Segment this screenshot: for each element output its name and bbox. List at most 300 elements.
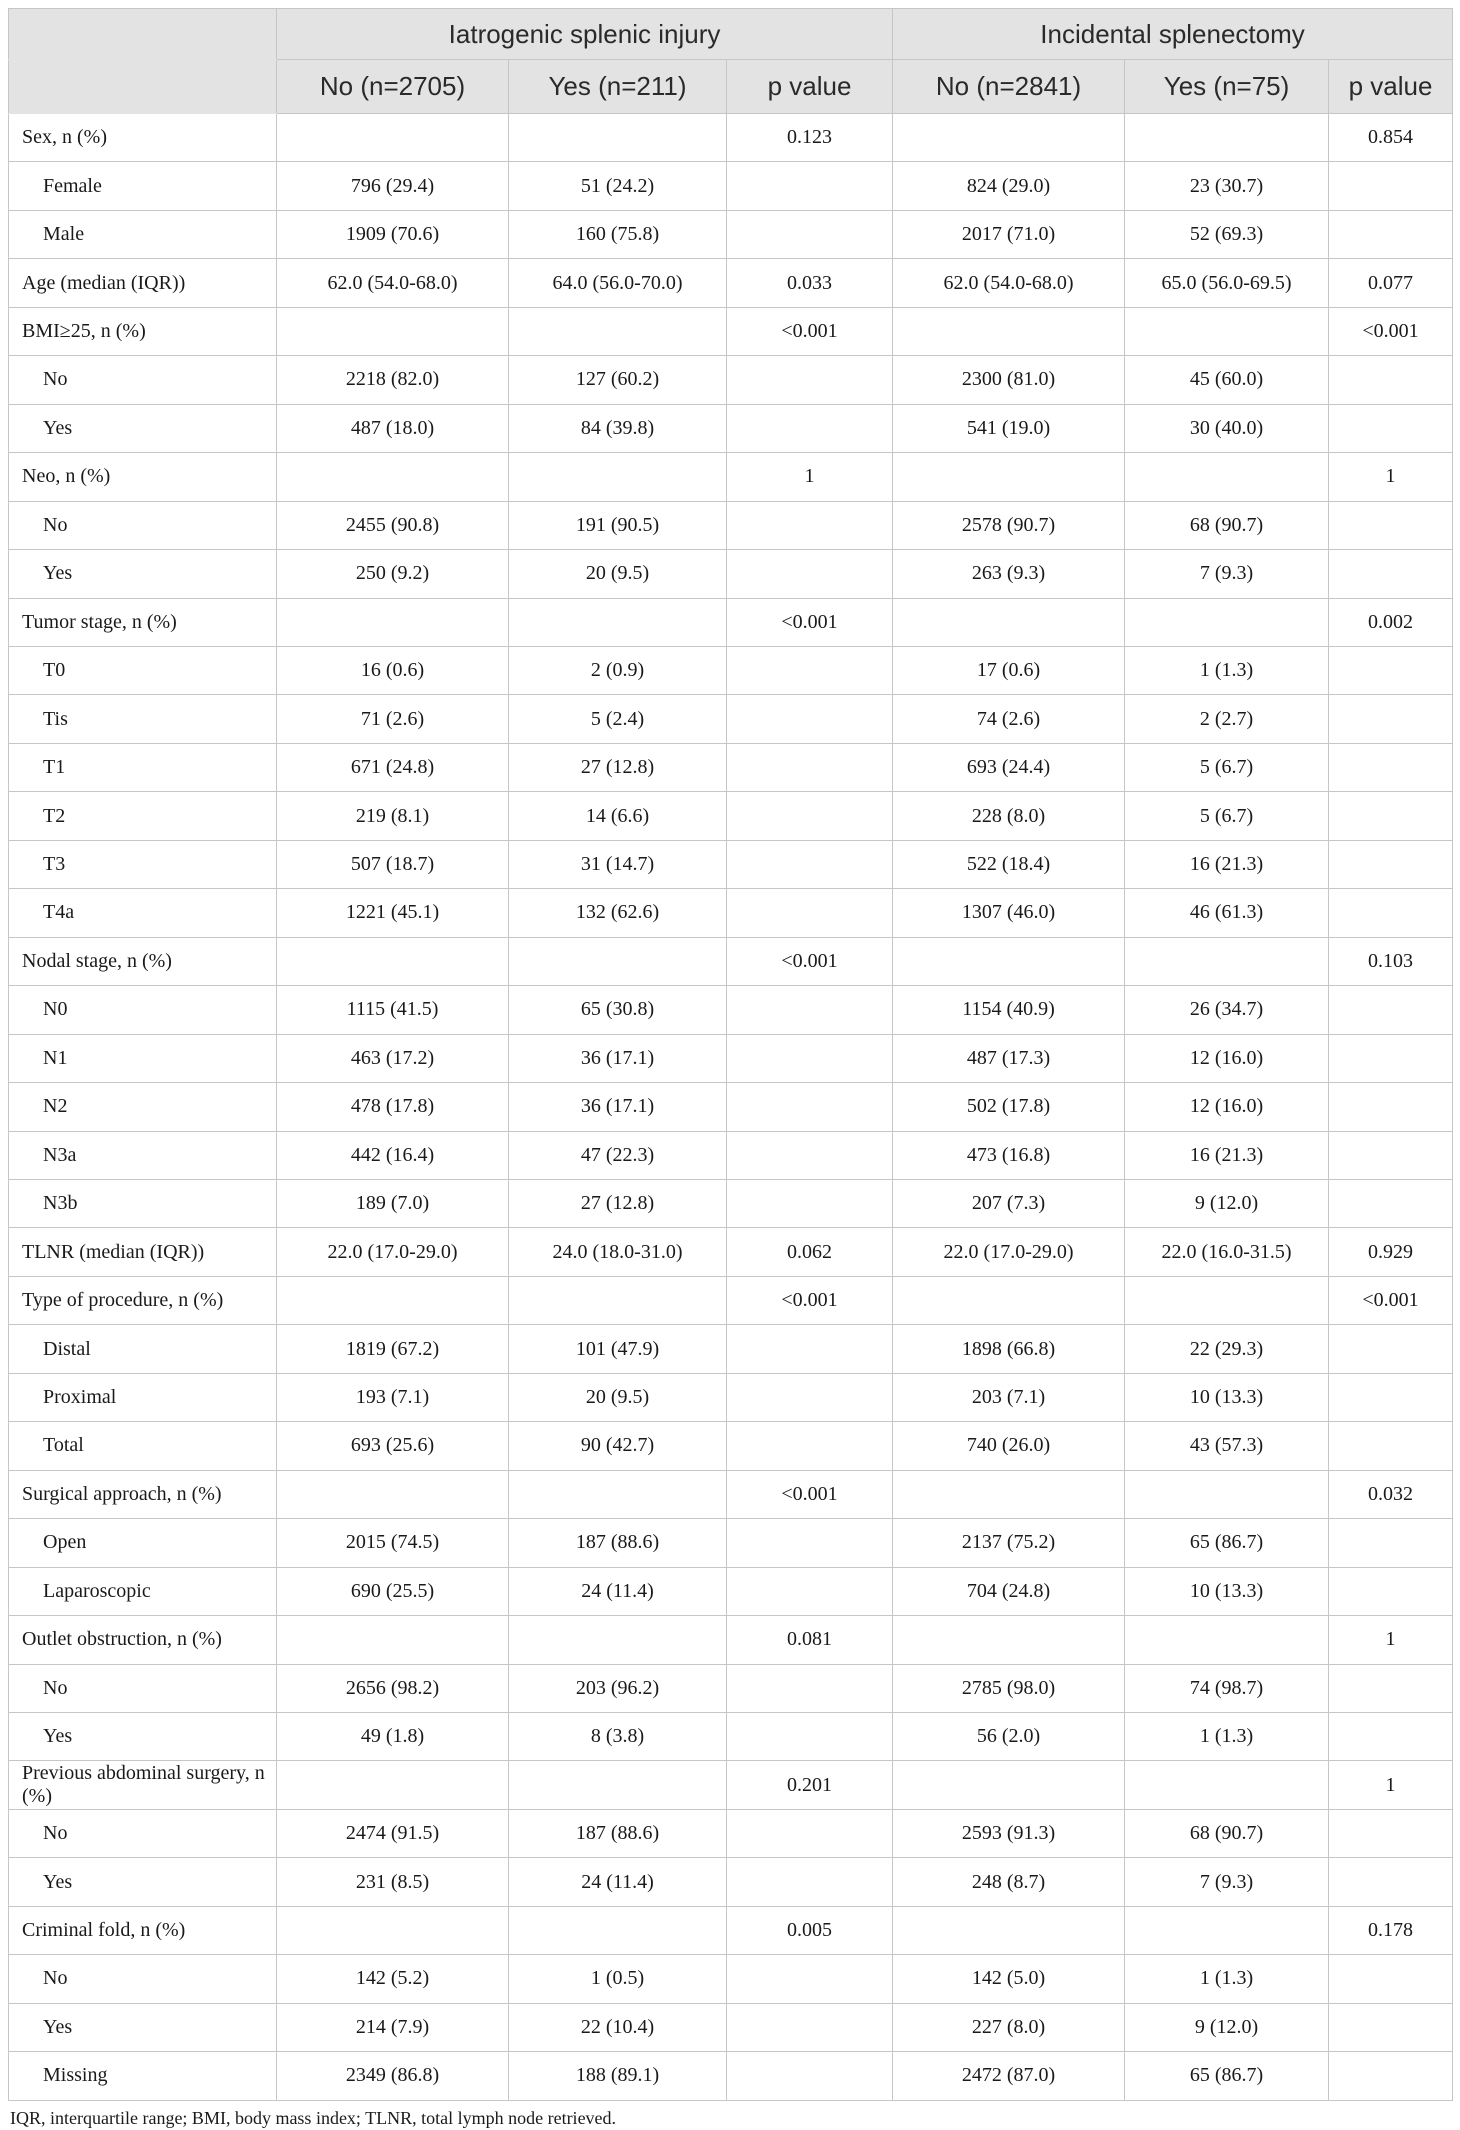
row-label: Laparoscopic <box>9 1567 277 1615</box>
table-row-variable <box>9 937 1453 985</box>
cell-yes <box>1125 1761 1329 1809</box>
cell-no <box>277 1906 509 1954</box>
cell-no: 463 (17.2) <box>277 1034 509 1082</box>
cell-p-value <box>727 1422 893 1470</box>
cell-no <box>893 114 1125 162</box>
cell-no: 2593 (91.3) <box>893 1809 1125 1857</box>
cell-no: 250 (9.2) <box>277 550 509 598</box>
table-row-subcategory <box>9 1325 1453 1373</box>
cell-p-value <box>727 210 893 258</box>
cell-yes <box>509 453 727 501</box>
cell-yes: 27 (12.8) <box>509 743 727 791</box>
row-label: BMI≥25, n (%) <box>9 307 277 355</box>
cell-p-value <box>727 356 893 404</box>
cell-no: 142 (5.2) <box>277 1955 509 2003</box>
table-row-subcategory <box>9 501 1453 549</box>
cell-yes <box>509 114 727 162</box>
cell-yes: 9 (12.0) <box>1125 2003 1329 2051</box>
cell-yes <box>1125 1276 1329 1324</box>
cell-p-value <box>727 1131 893 1179</box>
table-row-subcategory <box>9 356 1453 404</box>
table-row-subcategory <box>9 1519 1453 1567</box>
table-row-subcategory <box>9 2052 1453 2100</box>
cell-yes: 5 (2.4) <box>509 695 727 743</box>
cell-no <box>893 598 1125 646</box>
cell-no <box>277 1761 509 1809</box>
cell-no: 693 (25.6) <box>277 1422 509 1470</box>
cell-yes <box>1125 114 1329 162</box>
cell-yes: 45 (60.0) <box>1125 356 1329 404</box>
cell-no: 2017 (71.0) <box>893 210 1125 258</box>
cell-no <box>277 937 509 985</box>
cell-no: 231 (8.5) <box>277 1858 509 1906</box>
cell-p-value: 1 <box>1329 1761 1453 1809</box>
cell-no <box>277 598 509 646</box>
row-label: Tis <box>9 695 277 743</box>
cell-p-value <box>1329 1179 1453 1227</box>
cell-p-value <box>727 550 893 598</box>
table-row-subcategory <box>9 1179 1453 1227</box>
cell-no: 2300 (81.0) <box>893 356 1125 404</box>
cell-yes <box>1125 307 1329 355</box>
table-row-subcategory <box>9 840 1453 888</box>
cell-yes: 65 (86.7) <box>1125 1519 1329 1567</box>
cell-no: 478 (17.8) <box>277 1083 509 1131</box>
table-body <box>9 114 1453 2101</box>
cell-p-value: <0.001 <box>1329 307 1453 355</box>
cell-p-value: 0.005 <box>727 1906 893 1954</box>
cell-yes: 1 (1.3) <box>1125 1955 1329 2003</box>
cell-no: 74 (2.6) <box>893 695 1125 743</box>
cell-yes <box>509 307 727 355</box>
cell-yes: 12 (16.0) <box>1125 1083 1329 1131</box>
cell-p-value: <0.001 <box>727 937 893 985</box>
table-row-variable <box>9 1228 1453 1276</box>
cell-no: 1819 (67.2) <box>277 1325 509 1373</box>
cell-no: 189 (7.0) <box>277 1179 509 1227</box>
table-row-subcategory <box>9 1131 1453 1179</box>
table-row-subcategory <box>9 792 1453 840</box>
cell-no: 263 (9.3) <box>893 550 1125 598</box>
row-label: Outlet obstruction, n (%) <box>9 1616 277 1664</box>
cell-no: 671 (24.8) <box>277 743 509 791</box>
cell-p-value: 1 <box>727 453 893 501</box>
cell-yes <box>509 937 727 985</box>
table-row-subcategory <box>9 743 1453 791</box>
row-label: Yes <box>9 550 277 598</box>
cell-no: 203 (7.1) <box>893 1373 1125 1421</box>
cell-no: 2472 (87.0) <box>893 2052 1125 2100</box>
cell-no: 193 (7.1) <box>277 1373 509 1421</box>
header-corner-cell <box>9 9 277 60</box>
header-group-splenectomy: Incidental splenectomy <box>893 9 1453 60</box>
cell-p-value <box>1329 1712 1453 1760</box>
row-label: Open <box>9 1519 277 1567</box>
cell-p-value: <0.001 <box>1329 1276 1453 1324</box>
cell-yes <box>509 1470 727 1518</box>
cell-yes: 1 (0.5) <box>509 1955 727 2003</box>
cell-no: 248 (8.7) <box>893 1858 1125 1906</box>
cell-p-value: <0.001 <box>727 1276 893 1324</box>
cell-p-value <box>727 889 893 937</box>
table-row-subcategory <box>9 162 1453 210</box>
row-label: No <box>9 501 277 549</box>
cell-yes: 203 (96.2) <box>509 1664 727 1712</box>
row-label: N3b <box>9 1179 277 1227</box>
cell-yes: 68 (90.7) <box>1125 501 1329 549</box>
cell-yes: 188 (89.1) <box>509 2052 727 2100</box>
cell-yes: 65.0 (56.0-69.5) <box>1125 259 1329 307</box>
cell-yes: 51 (24.2) <box>509 162 727 210</box>
row-label: N3a <box>9 1131 277 1179</box>
cell-no <box>893 1616 1125 1664</box>
cell-yes: 1 (1.3) <box>1125 1712 1329 1760</box>
cell-p-value <box>1329 1858 1453 1906</box>
header-group-iatrogenic: Iatrogenic splenic injury <box>277 9 893 60</box>
cell-p-value <box>1329 1422 1453 1470</box>
cell-p-value <box>727 1809 893 1857</box>
row-label: N1 <box>9 1034 277 1082</box>
cell-no: 142 (5.0) <box>893 1955 1125 2003</box>
cell-yes: 2 (0.9) <box>509 646 727 694</box>
cell-no: 1115 (41.5) <box>277 986 509 1034</box>
table-row-subcategory <box>9 1712 1453 1760</box>
cell-no: 740 (26.0) <box>893 1422 1125 1470</box>
row-label: T4a <box>9 889 277 937</box>
cell-no: 62.0 (54.0-68.0) <box>277 259 509 307</box>
row-label: Missing <box>9 2052 277 2100</box>
row-label: N0 <box>9 986 277 1034</box>
cell-p-value <box>1329 1034 1453 1082</box>
cell-yes <box>1125 453 1329 501</box>
cell-p-value <box>1329 1325 1453 1373</box>
cell-no: 2218 (82.0) <box>277 356 509 404</box>
cell-no <box>893 937 1125 985</box>
table-row-variable <box>9 453 1453 501</box>
cell-yes: 65 (86.7) <box>1125 2052 1329 2100</box>
cell-p-value <box>1329 356 1453 404</box>
cell-yes: 187 (88.6) <box>509 1809 727 1857</box>
cell-yes: 12 (16.0) <box>1125 1034 1329 1082</box>
cell-yes: 1 (1.3) <box>1125 646 1329 694</box>
cell-p-value: 0.123 <box>727 114 893 162</box>
cell-yes: 47 (22.3) <box>509 1131 727 1179</box>
cell-no: 487 (18.0) <box>277 404 509 452</box>
cell-yes: 84 (39.8) <box>509 404 727 452</box>
cell-yes: 31 (14.7) <box>509 840 727 888</box>
cell-yes: 22 (29.3) <box>1125 1325 1329 1373</box>
cell-no: 2015 (74.5) <box>277 1519 509 1567</box>
row-label: Tumor stage, n (%) <box>9 598 277 646</box>
cell-yes: 14 (6.6) <box>509 792 727 840</box>
row-label: TLNR (median (IQR)) <box>9 1228 277 1276</box>
header-col-no: No (n=2705) <box>277 60 509 114</box>
cell-p-value: 0.002 <box>1329 598 1453 646</box>
cell-no <box>277 114 509 162</box>
cell-p-value <box>1329 1519 1453 1567</box>
cell-p-value <box>1329 792 1453 840</box>
cell-yes: 10 (13.3) <box>1125 1373 1329 1421</box>
cell-yes: 132 (62.6) <box>509 889 727 937</box>
cell-no: 207 (7.3) <box>893 1179 1125 1227</box>
row-label: Sex, n (%) <box>9 114 277 162</box>
table-row-subcategory <box>9 1858 1453 1906</box>
cell-no: 522 (18.4) <box>893 840 1125 888</box>
cell-yes: 52 (69.3) <box>1125 210 1329 258</box>
table-row-variable <box>9 1470 1453 1518</box>
cell-no <box>893 1761 1125 1809</box>
table-header <box>9 9 1453 114</box>
cell-p-value <box>727 1034 893 1082</box>
cell-p-value <box>727 501 893 549</box>
cell-p-value <box>1329 2003 1453 2051</box>
row-label: Yes <box>9 1858 277 1906</box>
cell-p-value <box>1329 1664 1453 1712</box>
cell-p-value <box>727 1567 893 1615</box>
cell-p-value: 0.929 <box>1329 1228 1453 1276</box>
cell-p-value <box>1329 840 1453 888</box>
cell-yes <box>509 1761 727 1809</box>
cell-yes <box>1125 598 1329 646</box>
cell-p-value <box>727 986 893 1034</box>
cell-no: 1898 (66.8) <box>893 1325 1125 1373</box>
cell-no <box>893 307 1125 355</box>
table-footnote: IQR, interquartile range; BMI, body mass index; TLNR, total lymph node retrieved. <box>10 2107 617 2128</box>
cell-no: 71 (2.6) <box>277 695 509 743</box>
cell-no: 487 (17.3) <box>893 1034 1125 1082</box>
table-row-variable <box>9 1616 1453 1664</box>
row-label: Yes <box>9 2003 277 2051</box>
cell-yes: 23 (30.7) <box>1125 162 1329 210</box>
cell-no <box>277 1276 509 1324</box>
cell-no: 214 (7.9) <box>277 2003 509 2051</box>
cell-no: 442 (16.4) <box>277 1131 509 1179</box>
cell-yes: 20 (9.5) <box>509 550 727 598</box>
table-row-subcategory <box>9 889 1453 937</box>
cell-no: 507 (18.7) <box>277 840 509 888</box>
cell-p-value <box>1329 1567 1453 1615</box>
header-col-p-value: p value <box>727 60 893 114</box>
cell-yes: 24.0 (18.0-31.0) <box>509 1228 727 1276</box>
cell-yes: 27 (12.8) <box>509 1179 727 1227</box>
cell-p-value: 0.201 <box>727 1761 893 1809</box>
cell-no: 2785 (98.0) <box>893 1664 1125 1712</box>
cell-no: 2349 (86.8) <box>277 2052 509 2100</box>
cell-no: 502 (17.8) <box>893 1083 1125 1131</box>
cell-no <box>277 1616 509 1664</box>
row-label: Female <box>9 162 277 210</box>
cell-no: 796 (29.4) <box>277 162 509 210</box>
table-row-subcategory <box>9 2003 1453 2051</box>
cell-no <box>893 453 1125 501</box>
cell-p-value: <0.001 <box>727 1470 893 1518</box>
cell-p-value <box>727 1083 893 1131</box>
cell-yes: 101 (47.9) <box>509 1325 727 1373</box>
table-row-subcategory <box>9 550 1453 598</box>
cell-no: 17 (0.6) <box>893 646 1125 694</box>
cell-p-value <box>727 2052 893 2100</box>
table-row-variable <box>9 598 1453 646</box>
cell-no: 693 (24.4) <box>893 743 1125 791</box>
cell-p-value: 0.854 <box>1329 114 1453 162</box>
cell-no: 22.0 (17.0-29.0) <box>893 1228 1125 1276</box>
cell-p-value: 0.081 <box>727 1616 893 1664</box>
cell-no <box>277 307 509 355</box>
cell-yes <box>1125 1616 1329 1664</box>
cell-p-value <box>727 1373 893 1421</box>
cell-p-value <box>727 840 893 888</box>
cell-p-value <box>727 695 893 743</box>
row-label: Neo, n (%) <box>9 453 277 501</box>
cell-yes: 2 (2.7) <box>1125 695 1329 743</box>
table-row-subcategory <box>9 1955 1453 2003</box>
row-label: N2 <box>9 1083 277 1131</box>
row-label: Male <box>9 210 277 258</box>
header-col-yes: Yes (n=211) <box>509 60 727 114</box>
cell-yes: 30 (40.0) <box>1125 404 1329 452</box>
table-row-variable <box>9 259 1453 307</box>
cell-yes <box>509 1276 727 1324</box>
cell-p-value <box>1329 1809 1453 1857</box>
header-col-no: No (n=2841) <box>893 60 1125 114</box>
cell-yes: 191 (90.5) <box>509 501 727 549</box>
row-label: Criminal fold, n (%) <box>9 1906 277 1954</box>
table-row-variable <box>9 307 1453 355</box>
table-row-subcategory <box>9 1373 1453 1421</box>
cell-p-value <box>727 404 893 452</box>
cell-no: 62.0 (54.0-68.0) <box>893 259 1125 307</box>
cell-p-value: 0.077 <box>1329 259 1453 307</box>
cell-no: 49 (1.8) <box>277 1712 509 1760</box>
cell-no: 1221 (45.1) <box>277 889 509 937</box>
cell-p-value <box>727 1712 893 1760</box>
cell-p-value <box>1329 162 1453 210</box>
cell-yes: 16 (21.3) <box>1125 1131 1329 1179</box>
cell-p-value <box>1329 1373 1453 1421</box>
cell-yes: 10 (13.3) <box>1125 1567 1329 1615</box>
cell-p-value: 1 <box>1329 1616 1453 1664</box>
cell-no: 2137 (75.2) <box>893 1519 1125 1567</box>
header-column-row <box>9 60 1453 114</box>
table-row-subcategory <box>9 1422 1453 1470</box>
cell-p-value <box>1329 695 1453 743</box>
cell-yes: 22.0 (16.0-31.5) <box>1125 1228 1329 1276</box>
cell-p-value <box>1329 646 1453 694</box>
cell-yes: 7 (9.3) <box>1125 1858 1329 1906</box>
cell-p-value: 1 <box>1329 453 1453 501</box>
cell-p-value <box>727 1179 893 1227</box>
cell-no: 704 (24.8) <box>893 1567 1125 1615</box>
cell-p-value <box>727 743 893 791</box>
row-label: Type of procedure, n (%) <box>9 1276 277 1324</box>
cell-no: 219 (8.1) <box>277 792 509 840</box>
cell-no: 2474 (91.5) <box>277 1809 509 1857</box>
cell-p-value: 0.178 <box>1329 1906 1453 1954</box>
cell-yes: 187 (88.6) <box>509 1519 727 1567</box>
cell-p-value <box>727 1858 893 1906</box>
cell-p-value <box>727 162 893 210</box>
cell-p-value <box>1329 743 1453 791</box>
cell-p-value <box>727 792 893 840</box>
cell-yes: 9 (12.0) <box>1125 1179 1329 1227</box>
table-row-subcategory <box>9 646 1453 694</box>
cell-yes: 24 (11.4) <box>509 1567 727 1615</box>
cell-no: 2656 (98.2) <box>277 1664 509 1712</box>
cell-p-value <box>1329 889 1453 937</box>
row-label: No <box>9 1664 277 1712</box>
cell-no: 1307 (46.0) <box>893 889 1125 937</box>
cell-yes: 24 (11.4) <box>509 1858 727 1906</box>
cell-p-value: 0.103 <box>1329 937 1453 985</box>
data-table <box>8 8 1453 2101</box>
row-label: Total <box>9 1422 277 1470</box>
cell-yes: 64.0 (56.0-70.0) <box>509 259 727 307</box>
cell-no <box>277 1470 509 1518</box>
cell-p-value <box>727 646 893 694</box>
cell-p-value <box>1329 1131 1453 1179</box>
cell-no <box>893 1470 1125 1518</box>
row-label: T1 <box>9 743 277 791</box>
cell-no: 2578 (90.7) <box>893 501 1125 549</box>
cell-yes: 20 (9.5) <box>509 1373 727 1421</box>
table-row-variable <box>9 1906 1453 1954</box>
cell-yes: 43 (57.3) <box>1125 1422 1329 1470</box>
cell-yes <box>1125 1906 1329 1954</box>
cell-yes: 65 (30.8) <box>509 986 727 1034</box>
header-group-row <box>9 9 1453 60</box>
row-label: Surgical approach, n (%) <box>9 1470 277 1518</box>
header-col-p-value: p value <box>1329 60 1453 114</box>
cell-p-value <box>1329 550 1453 598</box>
cell-no: 2455 (90.8) <box>277 501 509 549</box>
table-row-subcategory <box>9 1083 1453 1131</box>
table-row-subcategory <box>9 404 1453 452</box>
cell-p-value <box>727 2003 893 2051</box>
cell-no <box>893 1276 1125 1324</box>
cell-p-value <box>1329 1083 1453 1131</box>
cell-no: 473 (16.8) <box>893 1131 1125 1179</box>
row-label: T3 <box>9 840 277 888</box>
cell-p-value <box>727 1325 893 1373</box>
table-row-subcategory <box>9 1567 1453 1615</box>
row-label: T2 <box>9 792 277 840</box>
cell-no: 1154 (40.9) <box>893 986 1125 1034</box>
cell-no: 228 (8.0) <box>893 792 1125 840</box>
cell-no: 227 (8.0) <box>893 2003 1125 2051</box>
cell-no <box>893 1906 1125 1954</box>
cell-yes: 5 (6.7) <box>1125 792 1329 840</box>
row-label: No <box>9 1809 277 1857</box>
cell-no: 16 (0.6) <box>277 646 509 694</box>
table-row-subcategory <box>9 210 1453 258</box>
table-container <box>8 8 1452 2129</box>
row-label: T0 <box>9 646 277 694</box>
cell-p-value: <0.001 <box>727 598 893 646</box>
table-row-variable <box>9 1761 1453 1809</box>
cell-p-value: 0.033 <box>727 259 893 307</box>
row-label: No <box>9 356 277 404</box>
table-row-variable <box>9 1276 1453 1324</box>
header-corner-cell <box>9 60 277 114</box>
table-row-variable <box>9 114 1453 162</box>
row-label: Age (median (IQR)) <box>9 259 277 307</box>
row-label: Distal <box>9 1325 277 1373</box>
row-label: Previous abdominal surgery, n (%) <box>9 1761 277 1809</box>
cell-yes <box>509 1616 727 1664</box>
cell-p-value: <0.001 <box>727 307 893 355</box>
cell-no: 22.0 (17.0-29.0) <box>277 1228 509 1276</box>
cell-yes <box>1125 1470 1329 1518</box>
